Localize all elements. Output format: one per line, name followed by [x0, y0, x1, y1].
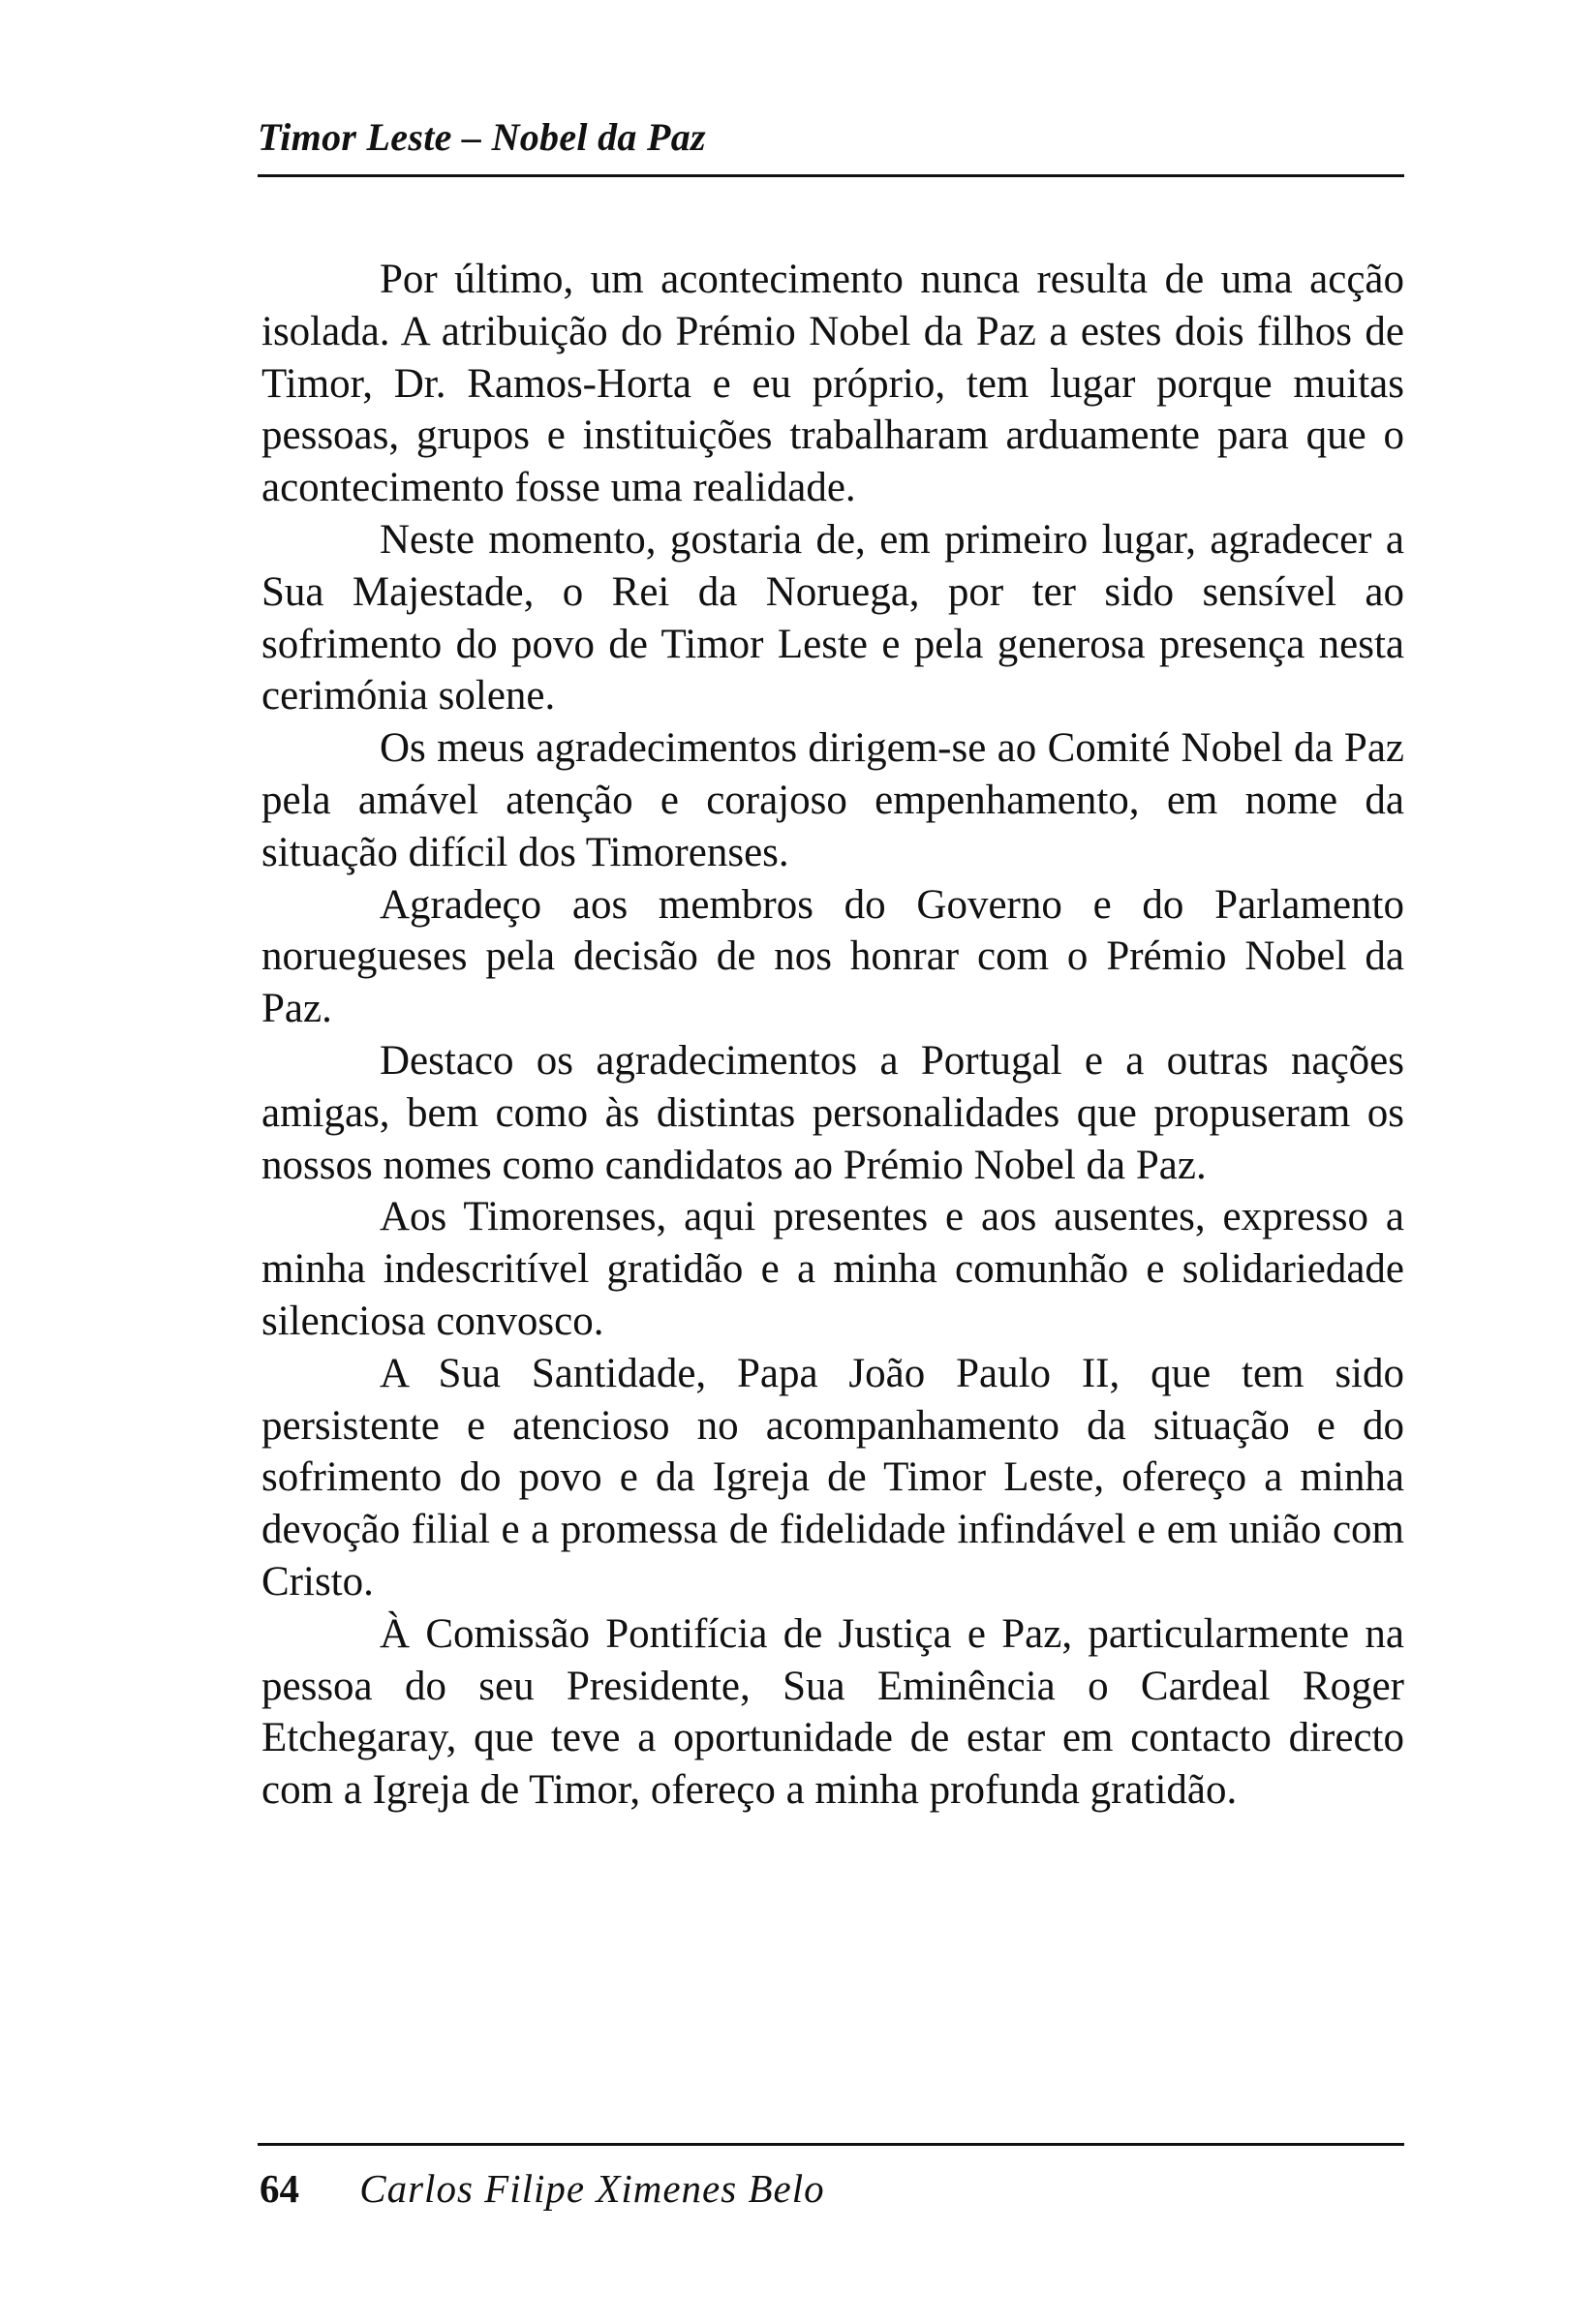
body-text [261, 254, 1404, 1817]
paragraph: Agradeço aos membros do Governo e do Parlamento noruegueses pela decisão de nos honrar com o Prémio Nobel da Paz. [261, 881, 1404, 1032]
running-header: Timor Leste – Nobel da Paz [258, 115, 706, 159]
footer-rule [258, 2143, 1404, 2146]
paragraph: A Sua Santidade, Papa João Paulo II, que tem sido persistente e atencioso no acompanhamento da situação e do sofrimento do povo e da Igreja de Timor Leste, ofereço a minha devoção filial e a promessa de fidelidade infindável e em união com Cristo. [261, 1350, 1404, 1605]
header-rule [258, 174, 1404, 177]
page-footer [260, 2165, 825, 2212]
paragraph: Por último, um acontecimento nunca resulta de uma acção isolada. A atribuição do Prémio Nobel da Paz a estes dois filhos de Timor, Dr. Ramos-Horta e eu próprio, tem lugar porque muitas pessoas, grupos e instituições trabalharam arduamente para que o acontecimento fosse uma realidade. [261, 257, 1404, 511]
page-number: 64 [260, 2166, 299, 2211]
paragraph: Aos Timorenses, aqui presentes e aos ausentes, expresso a minha indescritível gratidão e a minha comunhão e solidariedade silenciosa convosco. [261, 1194, 1404, 1344]
paragraph: Os meus agradecimentos dirigem-se ao Comité Nobel da Paz pela amável atenção e corajoso empenhamento, em nome da situação difícil dos Timorenses. [261, 725, 1404, 875]
paragraph: Destaco os agradecimentos a Portugal e a outras nações amigas, bem como às distintas personalidades que propuseram os nossos nomes como candidatos ao Prémio Nobel da Paz. [261, 1037, 1404, 1188]
paragraph: À Comissão Pontifícia de Justiça e Paz, particularmente na pessoa do seu Presidente, Sua Eminência o Cardeal Roger Etchegaray, que teve a oportunidade de estar em contacto directo com a Igreja de Timor, ofereço a minha profunda gratidão. [261, 1610, 1404, 1814]
footer-author: Carlos Filipe Ximenes Belo [359, 2166, 825, 2211]
paragraph: Neste momento, gostaria de, em primeiro lugar, agradecer a Sua Majestade, o Rei da Noruega, por ter sido sensível ao sofrimento do povo de Timor Leste e pela generosa presença nesta cerimónia solene. [261, 516, 1404, 719]
